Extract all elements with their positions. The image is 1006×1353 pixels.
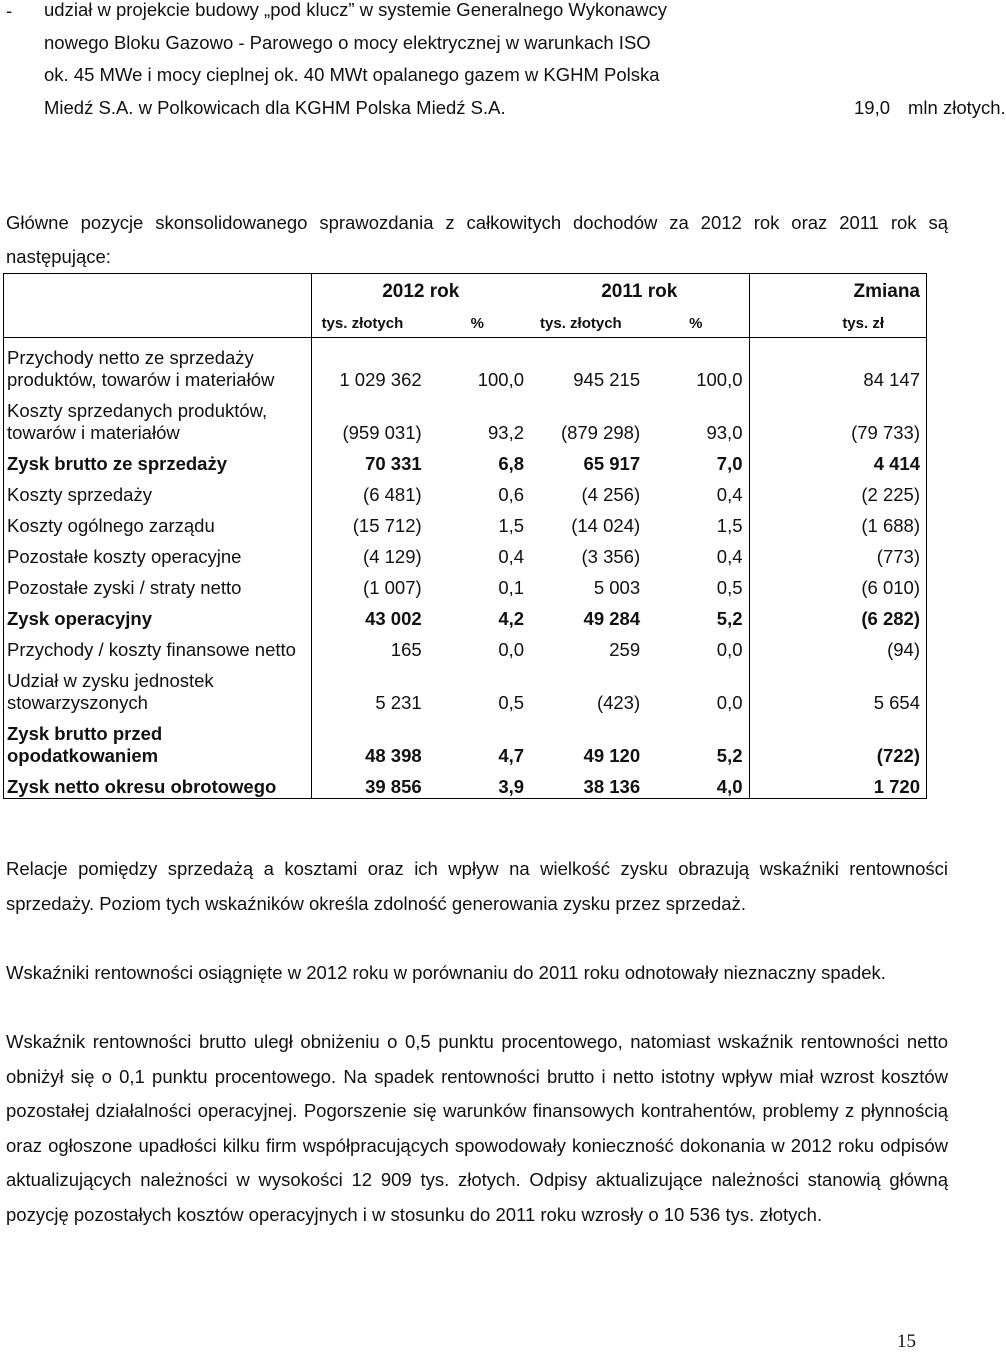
pct-2012: 4,2 [498,608,525,629]
value-change: (2 225) [749,475,927,506]
pct-2012: 3,9 [428,767,530,799]
value-2011: (423) [596,692,641,713]
pct-2011: 7,0 [716,453,743,474]
header-2012-unit: tys. złotych [311,310,428,338]
bullet-line: nowego Bloku Gazowo - Parowego o mocy elektrycznej w warunkach ISO [44,31,651,53]
header-2012-pct: % [428,310,530,338]
row-label: Zysk operacyjny [4,599,312,630]
value-change: (94) [749,630,927,661]
row-label: Koszty sprzedaży [4,475,312,506]
value-2011: 49 120 [583,745,641,766]
pct-2012: 0,1 [498,577,525,598]
value-change: 1 720 [749,767,927,799]
table-header-years [4,274,927,311]
header-2011-unit: tys. złotych [530,310,646,338]
pct-2012: 1,5 [498,515,525,536]
bullet-line: ok. 45 MWe i mocy cieplnej ok. 40 MWt opalanego gazem w KGHM Polska [44,64,660,85]
pct-2011: 0,5 [716,577,743,598]
row-label: Koszty ogólnego zarządu [4,506,312,537]
bullet-amount-group [854,98,1006,118]
bullet-line-text: Miedź S.A. w Polkowicach dla KGHM Polska Miedź S.A. [44,96,506,118]
value-2011: 65 917 [583,453,641,474]
row-label: Przychody / koszty finansowe netto [4,630,312,661]
pct-2011: 0,0 [716,692,743,713]
value-2012: 39 856 [311,767,428,799]
row-label: Udział w zysku jednostek stowarzyszonych [4,661,312,714]
value-2012: 43 002 [311,599,428,630]
income-statement-table [3,273,927,799]
table-row [4,599,927,630]
pct-2011: 0,0 [716,639,743,660]
value-change: (6 010) [749,568,927,599]
value-2011: 945 215 [573,369,641,390]
table-row [4,444,927,475]
header-2011: 2011 rok [530,274,749,311]
value-2011: (3 356) [581,546,641,567]
row-label: Pozostałe koszty operacyjne [4,537,312,568]
table-row [4,475,927,506]
table-row [4,714,927,767]
pct-2012: 4,7 [498,745,525,766]
value-2012: (4 129) [311,537,428,568]
pct-2011: 0,4 [716,484,743,505]
value-2012: 5 231 [311,661,428,714]
table-header-units [4,310,927,338]
value-change: (1 688) [749,506,927,537]
table-row [4,630,927,661]
value-change: (773) [749,537,927,568]
bullet-amount: 19,0 [854,96,891,118]
value-2012: 1 029 362 [311,338,428,392]
table-row [4,506,927,537]
value-change: 4 414 [749,444,927,475]
pct-2012: 0,6 [498,484,525,505]
value-2011: 259 [609,639,641,660]
pct-2011: 1,5 [716,515,743,536]
row-label: Zysk netto okresu obrotowego [4,767,312,799]
bullet-line-last [44,96,1006,131]
pct-2011: 4,0 [646,767,749,799]
header-change-unit: tys. zł [749,310,927,338]
table-row [4,568,927,599]
pct-2011: 5,2 [716,608,743,629]
value-2011: (14 024) [571,515,641,536]
bullet-unit: mln złotych. [908,96,1006,118]
header-2011-pct: % [646,310,749,338]
value-2012: (15 712) [311,506,428,537]
header-empty-cell [4,310,312,338]
pct-2011: 5,2 [716,745,743,766]
value-change: 84 147 [749,338,927,392]
value-2011: 5 003 [593,577,641,598]
row-label: Koszty sprzedanych produktów, towarów i materiałów [4,391,312,444]
page-number: 15 [897,1331,916,1352]
intro-text: Główne pozycje skonsolidowanego sprawozdania z całkowitych dochodów za 2012 rok oraz 2011 rok są następujące: [6,212,948,267]
table-row [4,661,927,714]
value-2012: 165 [311,630,428,661]
value-change: 5 654 [749,661,927,714]
value-2012: (1 007) [311,568,428,599]
value-change: (79 733) [749,391,927,444]
value-2011: 38 136 [530,767,646,799]
bullet-line: udział w projekcie budowy „pod klucz” w systemie Generalnego Wykonawcy [44,0,667,20]
row-label: Zysk brutto ze sprzedaży [4,444,312,475]
pct-2011: 100,0 [696,369,743,390]
row-label: Zysk brutto przed opodatkowaniem [4,714,312,767]
value-2012: (6 481) [311,475,428,506]
bullet-text [44,0,1006,130]
table-row [4,537,927,568]
table-row [4,391,927,444]
row-label: Przychody netto ze sprzedaży produktów, towarów i materiałów [4,338,312,392]
value-change: (6 282) [749,599,927,630]
value-change: (722) [749,714,927,767]
paragraph-gross-profitability: Wskaźnik rentowności brutto uległ obniżeniu o 0,5 punktu procentowego, natomiast wskaźnik rentowności netto obniżył się o 0,1 punktu procentowego. Na spadek rentowności brutto i netto istotny wpływ miał wzrost kosztów pozostałej działalności operacyjnej. Pogorszenie się warunków finansowych kontrahentów, problemy z płynnością oraz ogłoszone upadłości kilku firm współpracujących spowodowały konieczność dokonania w 2012 roku odpisów aktualizujących należności w wysokości 12 909 tys. złotych. Odpisy aktualizujące należności stanowią główną pozycję pozostałych kosztów operacyjnych i w stosunku do 2011 roku wzrosły o 10 536 tys. złotych. [6,1031,948,1225]
value-2011: (4 256) [581,484,641,505]
pct-2011: 0,4 [716,546,743,567]
bullet-dash: - [6,0,13,21]
header-change: Zmiana [749,274,927,311]
pct-2011: 93,0 [706,422,743,443]
pct-2012: 100,0 [477,369,525,390]
pct-2012: 0,0 [498,639,525,660]
row-label: Pozostałe zyski / straty netto [4,568,312,599]
value-2012: 70 331 [311,444,428,475]
value-2012: (959 031) [311,391,428,444]
pct-2012: 6,8 [498,453,525,474]
pct-2012: 93,2 [488,422,525,443]
table-row [4,767,927,799]
header-2012: 2012 rok [311,274,530,311]
value-2012: 48 398 [311,714,428,767]
value-2011: 49 284 [583,608,641,629]
paragraph-indicators-decline: Wskaźniki rentowności osiągnięte w 2012 roku w porównaniu do 2011 roku odnotowały nieznaczny spadek. [6,962,886,983]
pct-2012: 0,5 [498,692,525,713]
paragraph-profitability-relations: Relacje pomiędzy sprzedażą a kosztami oraz ich wpływ na wielkość zysku obrazują wskaźniki rentowności sprzedaży. Poziom tych wskaźników określa zdolność generowania zysku przez sprzedaż. [6,858,948,914]
value-2011: (879 298) [560,422,641,443]
table-row [4,338,927,392]
header-empty-cell [4,274,312,311]
pct-2012: 0,4 [498,546,525,567]
